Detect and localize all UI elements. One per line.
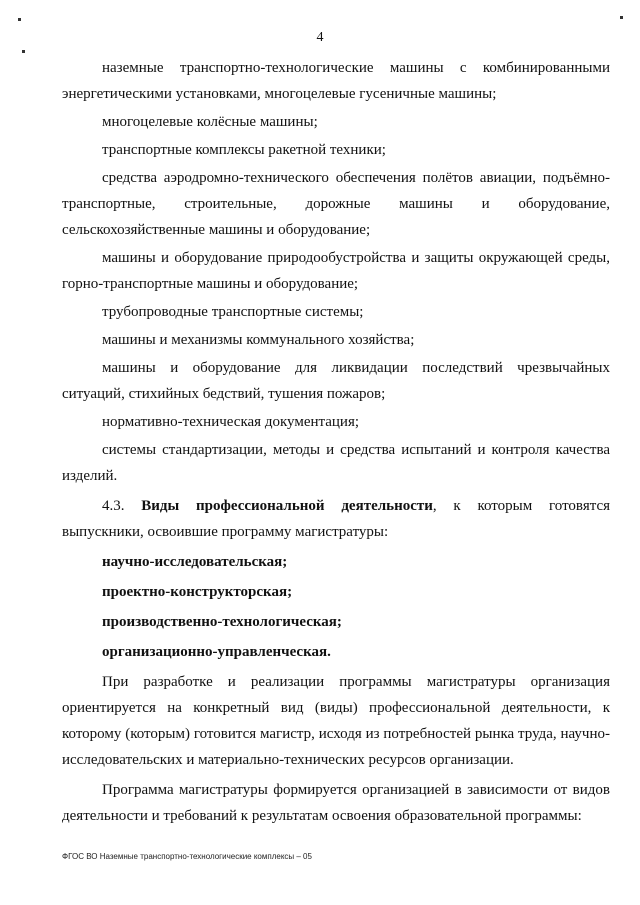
list-item: трубопроводные транспортные системы;: [102, 304, 364, 320]
list-item: нормативно-техническая документация;: [102, 414, 360, 430]
activity-type: проектно-конструкторская;: [102, 584, 293, 600]
scan-mark: [620, 16, 623, 19]
list-item: машины и механизмы коммунального хозяйства;: [102, 332, 415, 348]
list-item: средства аэродромно-технического обеспечения полётов авиации, подъёмно-транспортные, строительные, дорожные машины и оборудование, сельскохозяйственные машины и оборудование;: [62, 170, 610, 238]
activity-type: организационно-управленческая.: [102, 644, 331, 660]
section-number: 4.3.: [102, 498, 125, 514]
list-item: машины и оборудование для ликвидации последствий чрезвычайных ситуаций, стихийных бедствий, тушения пожаров;: [62, 360, 610, 402]
list-item: системы стандартизации, методы и средства испытаний и контроля качества изделий.: [62, 442, 610, 484]
page-footer: ФГОС ВО Наземные транспортно-технологические комплексы – 05: [62, 852, 312, 861]
activity-type: производственно-технологическая;: [102, 614, 342, 630]
paragraph: Программа магистратуры формируется организацией в зависимости от видов деятельности и требований к результатам освоения образовательной программы:: [62, 782, 610, 824]
page-number: 4: [316, 30, 324, 45]
scan-mark: [22, 50, 25, 53]
list-item: наземные транспортно-технологические машины с комбинированными энергетическими установками, многоцелевые гусеничные машины;: [62, 60, 610, 102]
activity-type: научно-исследовательская;: [102, 554, 288, 570]
section-heading-paragraph: [62, 493, 610, 545]
list-item: транспортные комплексы ракетной техники;: [102, 142, 386, 158]
section-title: Виды профессиональной деятельности: [141, 498, 433, 514]
list-item: многоцелевые колёсные машины;: [102, 114, 318, 130]
list-item: машины и оборудование природообустройства и защиты окружающей среды, горно-транспортные машины и оборудование;: [62, 250, 610, 292]
scan-mark: [18, 18, 21, 21]
section-text: , к которым готовятся выпускники, освоившие программу магистратуры:: [62, 498, 611, 540]
document-body: [62, 55, 610, 829]
paragraph: При разработке и реализации программы магистратуры организация ориентируется на конкретный вид (виды) профессиональной деятельности, к которому (которым) готовится магистр, исходя из потребностей рынка труда, научно-исследовательских и материально-технических ресурсов организации.: [62, 674, 610, 768]
